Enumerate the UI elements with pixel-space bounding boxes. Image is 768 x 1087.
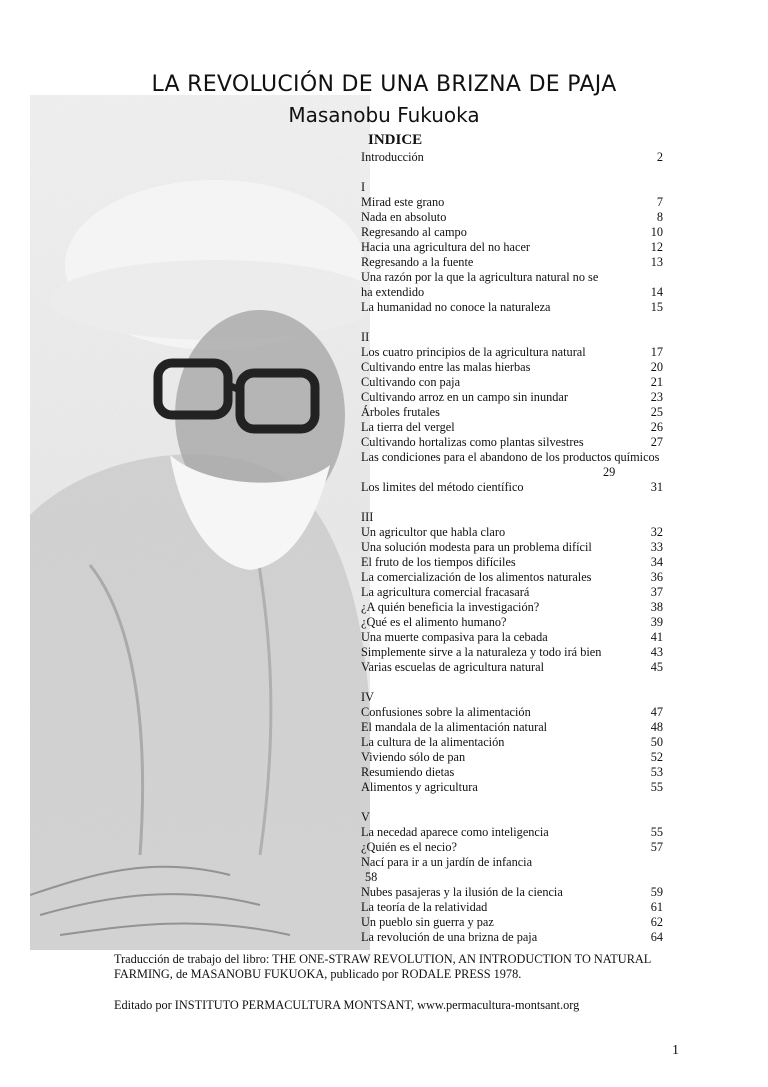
toc-entry-page: 37 xyxy=(650,585,663,599)
toc-entry-page: 33 xyxy=(650,540,663,554)
toc-entry xyxy=(361,420,663,435)
toc-entry-page: 45 xyxy=(650,660,663,674)
toc-entry xyxy=(361,930,663,945)
toc-entry-title: Los limites del método científico xyxy=(361,480,524,494)
toc-entry-page: 59 xyxy=(650,885,663,899)
toc-entry xyxy=(361,705,663,720)
footer-translation-line-2: FARMING, de MASANOBU FUKUOKA, publicado por RODALE PRESS 1978. xyxy=(114,967,522,981)
toc-entry-page: 53 xyxy=(650,765,663,779)
toc-entry xyxy=(361,525,663,540)
toc-section-heading: IV xyxy=(361,690,374,704)
toc-entry-title: Los cuatro principios de la agricultura natural xyxy=(361,345,586,359)
toc-entry xyxy=(361,300,663,315)
toc-entry-page: 34 xyxy=(650,555,663,569)
toc-entry xyxy=(361,555,663,570)
toc-entry-page: 62 xyxy=(650,915,663,929)
toc-entry xyxy=(361,480,663,495)
toc-entry-page: 23 xyxy=(650,390,663,404)
toc-entry-page: 48 xyxy=(650,720,663,734)
toc-entry-title: Una solución modesta para un problema difícil xyxy=(361,540,592,554)
toc-entry-title: ha extendido xyxy=(361,285,425,299)
toc-entry-title: La teoría de la relatividad xyxy=(361,900,488,914)
toc-entry-title: La tierra del vergel xyxy=(361,420,455,434)
toc-section-heading: II xyxy=(361,330,370,344)
toc-entry-page: 12 xyxy=(650,240,663,254)
toc-entry-page: 17 xyxy=(650,345,663,359)
toc-entry-title: La comercialización de los alimentos naturales xyxy=(361,570,592,584)
index-heading: INDICE xyxy=(368,132,423,148)
toc-entry-page: 41 xyxy=(650,630,663,644)
toc-entry xyxy=(361,765,663,780)
toc-entry xyxy=(361,615,663,630)
toc-entry-title: El mandala de la alimentación natural xyxy=(361,720,548,734)
toc-entry xyxy=(361,900,663,915)
toc-entry xyxy=(361,375,663,390)
toc-section-heading: I xyxy=(361,180,366,194)
author-name: Masanobu Fukuoka xyxy=(288,103,480,127)
toc-entry-page: 36 xyxy=(650,570,663,584)
toc-entry xyxy=(361,750,663,765)
toc-entry-title: La necedad aparece como inteligencia xyxy=(361,825,549,839)
toc-entry-title: Árboles frutales xyxy=(361,405,440,419)
toc-entry-title: Un pueblo sin guerra y paz xyxy=(361,915,494,929)
toc-entry-page: 7 xyxy=(656,195,663,209)
footer-editor-line: Editado por INSTITUTO PERMACULTURA MONTSANT, www.permacultura-montsant.org xyxy=(114,998,580,1012)
toc-entry xyxy=(361,435,663,450)
toc-entry-page: 14 xyxy=(650,285,663,299)
toc-entry-page: 31 xyxy=(650,480,663,494)
toc-entry xyxy=(361,915,663,930)
toc-entry-title: La agricultura comercial fracasará xyxy=(361,585,530,599)
toc-entry xyxy=(361,660,663,675)
toc-entry xyxy=(361,195,663,210)
toc-entry-title: ¿Qué es el alimento humano? xyxy=(361,615,507,629)
toc-entry-page: 61 xyxy=(650,900,663,914)
toc-entry xyxy=(361,345,663,360)
toc-entry xyxy=(361,825,663,840)
toc-entry xyxy=(361,255,663,270)
toc-entry xyxy=(361,240,663,255)
toc-entry-title: Nubes pasajeras y la ilusión de la ciencia xyxy=(361,885,563,899)
toc-entry-title: Las condiciones para el abandono de los productos químicos xyxy=(361,450,660,464)
toc-entry-title: Nada en absoluto xyxy=(361,210,447,224)
toc-entry-page: 47 xyxy=(650,705,663,719)
toc-entry xyxy=(361,225,663,240)
toc-entry xyxy=(361,600,663,615)
toc-entry-title: Un agricultor que habla claro xyxy=(361,525,506,539)
footer-translation-line-1: Traducción de trabajo del libro: THE ONE-STRAW REVOLUTION, AN INTRODUCTION TO NATURAL xyxy=(114,952,652,966)
toc-entry-page: 21 xyxy=(650,375,663,389)
toc-entry-title: Introducción xyxy=(361,150,424,164)
toc-entry-title: La humanidad no conoce la naturaleza xyxy=(361,300,551,314)
toc-entry-page: 64 xyxy=(650,930,663,944)
toc-entry-title: Simplemente sirve a la naturaleza y todo irá bien xyxy=(361,645,602,659)
toc-entry-title: La revolución de una brizna de paja xyxy=(361,930,538,944)
toc-entry xyxy=(361,885,663,900)
toc-entry-page: 50 xyxy=(650,735,663,749)
toc-entry-title: Cultivando arroz en un campo sin inundar xyxy=(361,390,568,404)
toc-entry-title: Una razón por la que la agricultura natural no se xyxy=(361,270,599,284)
book-author xyxy=(0,103,768,127)
toc-entry xyxy=(361,360,663,375)
toc-entry-title: Una muerte compasiva para la cebada xyxy=(361,630,548,644)
toc-entry-page: 39 xyxy=(650,615,663,629)
toc-entry-title: Resumiendo dietas xyxy=(361,765,455,779)
toc-entry-page: 27 xyxy=(650,435,663,449)
toc-entry xyxy=(361,270,663,285)
toc-entry xyxy=(361,645,663,660)
toc-entry xyxy=(361,390,663,405)
book-title: LA REVOLUCIÓN DE UNA BRIZNA DE PAJA xyxy=(151,72,617,97)
toc-entry xyxy=(361,585,663,600)
toc-entry xyxy=(361,720,663,735)
toc-entry-title: ¿A quién beneficia la investigación? xyxy=(361,600,540,614)
toc-section-heading: III xyxy=(361,510,374,524)
toc-entry-page: 43 xyxy=(650,645,663,659)
toc-entry-page: 32 xyxy=(650,525,663,539)
toc-entry-page: 26 xyxy=(650,420,663,434)
toc-entry-title: La cultura de la alimentación xyxy=(361,735,505,749)
toc-entry xyxy=(361,780,663,795)
toc-entry xyxy=(361,630,663,645)
toc-entry-page: 57 xyxy=(650,840,663,854)
toc-entry-title: Nací para ir a un jardín de infancia xyxy=(361,855,533,869)
toc-entry xyxy=(361,570,663,585)
toc-entry-title: Cultivando hortalizas como plantas silvestres xyxy=(361,435,584,449)
toc-entry xyxy=(361,210,663,225)
toc-entry xyxy=(361,840,663,855)
toc-entry-title: Regresando al campo xyxy=(361,225,467,239)
toc-section-heading: V xyxy=(361,810,370,824)
portrait-photo xyxy=(30,95,370,950)
toc-entry-title: El fruto de los tiempos difíciles xyxy=(361,555,516,569)
toc-entry-page: 13 xyxy=(650,255,663,269)
toc-entry-title: ¿Quién es el necio? xyxy=(361,840,457,854)
toc-entry xyxy=(361,450,663,465)
toc-entry-page: 55 xyxy=(650,780,663,794)
toc-entry xyxy=(361,405,663,420)
toc-entry-title: Regresando a la fuente xyxy=(361,255,474,269)
toc-entry xyxy=(361,150,663,165)
toc-entry-title: Mirad este grano xyxy=(361,195,445,209)
toc-page-number: 58 xyxy=(365,870,378,884)
toc-entry xyxy=(361,285,663,300)
toc-entry-page: 2 xyxy=(656,150,663,164)
toc-entry xyxy=(361,540,663,555)
toc-entry-title: Alimentos y agricultura xyxy=(361,780,478,794)
toc-entry-page: 10 xyxy=(650,225,663,239)
toc-entry-title: Hacia una agricultura del no hacer xyxy=(361,240,530,254)
toc-entry xyxy=(361,855,663,870)
toc-entry-page: 52 xyxy=(650,750,663,764)
toc-entry-title: Cultivando con paja xyxy=(361,375,461,389)
toc-entry-page: 38 xyxy=(650,600,663,614)
toc-entry xyxy=(361,735,663,750)
page-number: 1 xyxy=(672,1043,679,1058)
toc-entry-page: 25 xyxy=(650,405,663,419)
toc-page-number: 29 xyxy=(603,465,616,479)
toc-entry-title: Confusiones sobre la alimentación xyxy=(361,705,531,719)
toc-entry-page: 55 xyxy=(650,825,663,839)
toc-entry-page: 20 xyxy=(650,360,663,374)
toc-entry-title: Varias escuelas de agricultura natural xyxy=(361,660,544,674)
toc-entry-title: Viviendo sólo de pan xyxy=(361,750,466,764)
toc-entry-title: Cultivando entre las malas hierbas xyxy=(361,360,531,374)
toc-entry-page: 15 xyxy=(650,300,663,314)
toc-entry-page: 8 xyxy=(656,210,663,224)
